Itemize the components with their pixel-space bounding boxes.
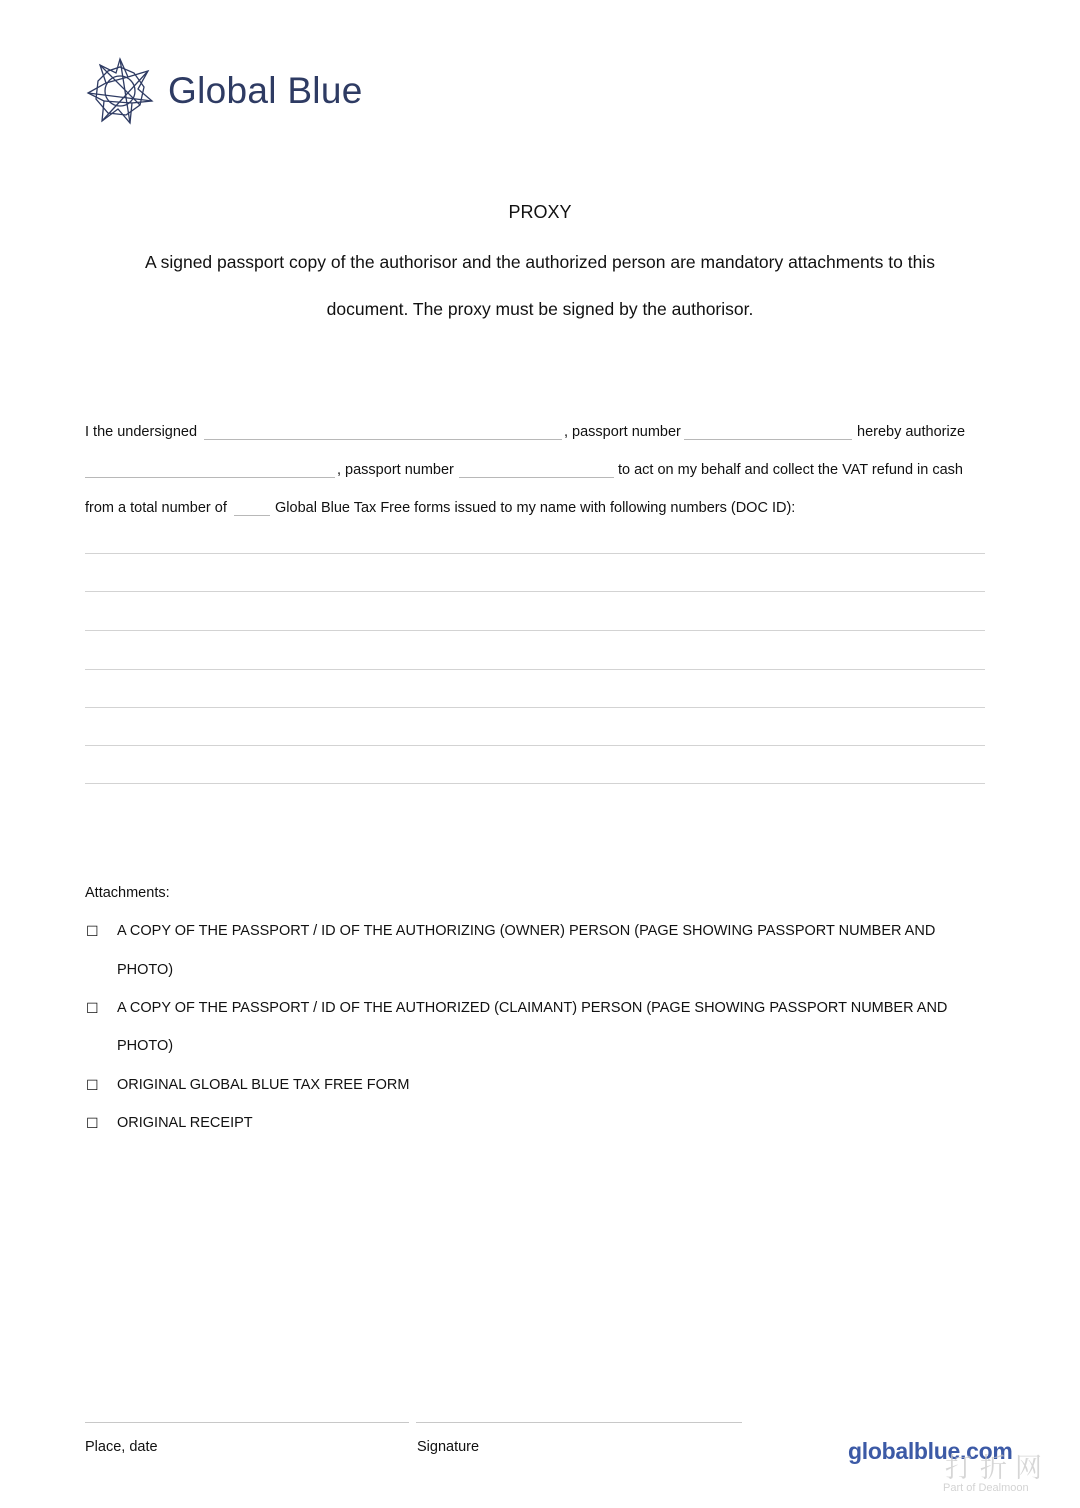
- doc-id-line[interactable]: [85, 669, 985, 670]
- act-on-behalf-text: to act on my behalf and collect the VAT refund in cash: [618, 462, 963, 478]
- passport-number-field-2[interactable]: [459, 477, 614, 478]
- authorized-person-name-field[interactable]: [85, 477, 335, 478]
- passport-number-label-1: , passport number: [564, 424, 681, 440]
- passport-number-label-2: , passport number: [337, 462, 454, 478]
- place-date-label: Place, date: [85, 1439, 158, 1455]
- doc-id-line[interactable]: [85, 783, 985, 784]
- attachment-item-label: PHOTO): [117, 962, 174, 978]
- star-logo-icon: [86, 57, 154, 125]
- intro-line-1: A signed passport copy of the authorisor and the authorized person are mandatory attachments to this: [145, 252, 935, 272]
- intro-line-2: document. The proxy must be signed by the authorisor.: [326, 299, 754, 319]
- checkbox-original-receipt[interactable]: ☐: [86, 1115, 99, 1131]
- total-number-label: from a total number of: [85, 500, 227, 516]
- doc-id-line[interactable]: [85, 707, 985, 708]
- signature-label: Signature: [417, 1439, 480, 1455]
- passport-number-field-1[interactable]: [684, 439, 852, 440]
- watermark-text: 打折网: [945, 1453, 1050, 1484]
- signature-field[interactable]: [416, 1422, 742, 1423]
- doc-id-line[interactable]: [85, 630, 985, 631]
- attachment-item-label: A COPY OF THE PASSPORT / ID OF THE AUTHORIZING (OWNER) PERSON (PAGE SHOWING PASSPORT NUMBER AND: [117, 923, 936, 939]
- undersigned-name-field[interactable]: [204, 439, 562, 440]
- attachment-item-label: A COPY OF THE PASSPORT / ID OF THE AUTHORIZED (CLAIMANT) PERSON (PAGE SHOWING PASSPORT NUMBER AND: [117, 1000, 948, 1016]
- checkbox-passport-owner[interactable]: ☐: [86, 923, 99, 939]
- attachment-item-label: PHOTO): [117, 1038, 174, 1054]
- brand-name: Global Blue: [168, 70, 363, 111]
- checkbox-passport-claimant[interactable]: ☐: [86, 1000, 99, 1016]
- attachment-item-label: ORIGINAL GLOBAL BLUE TAX FREE FORM: [117, 1077, 410, 1093]
- doc-id-line[interactable]: [85, 591, 985, 592]
- tax-free-forms-text: Global Blue Tax Free forms issued to my name with following numbers (DOC ID):: [275, 500, 796, 516]
- watermark-subtext: Part of Dealmoon: [943, 1482, 1029, 1494]
- undersigned-label: I the undersigned: [85, 424, 198, 440]
- total-forms-count-field[interactable]: [234, 515, 270, 516]
- place-date-field[interactable]: [85, 1422, 409, 1423]
- footer-site-logo: globalblue.com: [848, 1438, 1013, 1464]
- doc-id-line[interactable]: [85, 553, 985, 554]
- doc-id-line[interactable]: [85, 745, 985, 746]
- document-title: PROXY: [508, 202, 572, 222]
- hereby-authorize-text: hereby authorize: [857, 424, 966, 440]
- checkbox-tax-free-form[interactable]: ☐: [86, 1077, 99, 1093]
- attachments-heading: Attachments:: [85, 885, 170, 901]
- attachment-item-label: ORIGINAL RECEIPT: [117, 1115, 253, 1131]
